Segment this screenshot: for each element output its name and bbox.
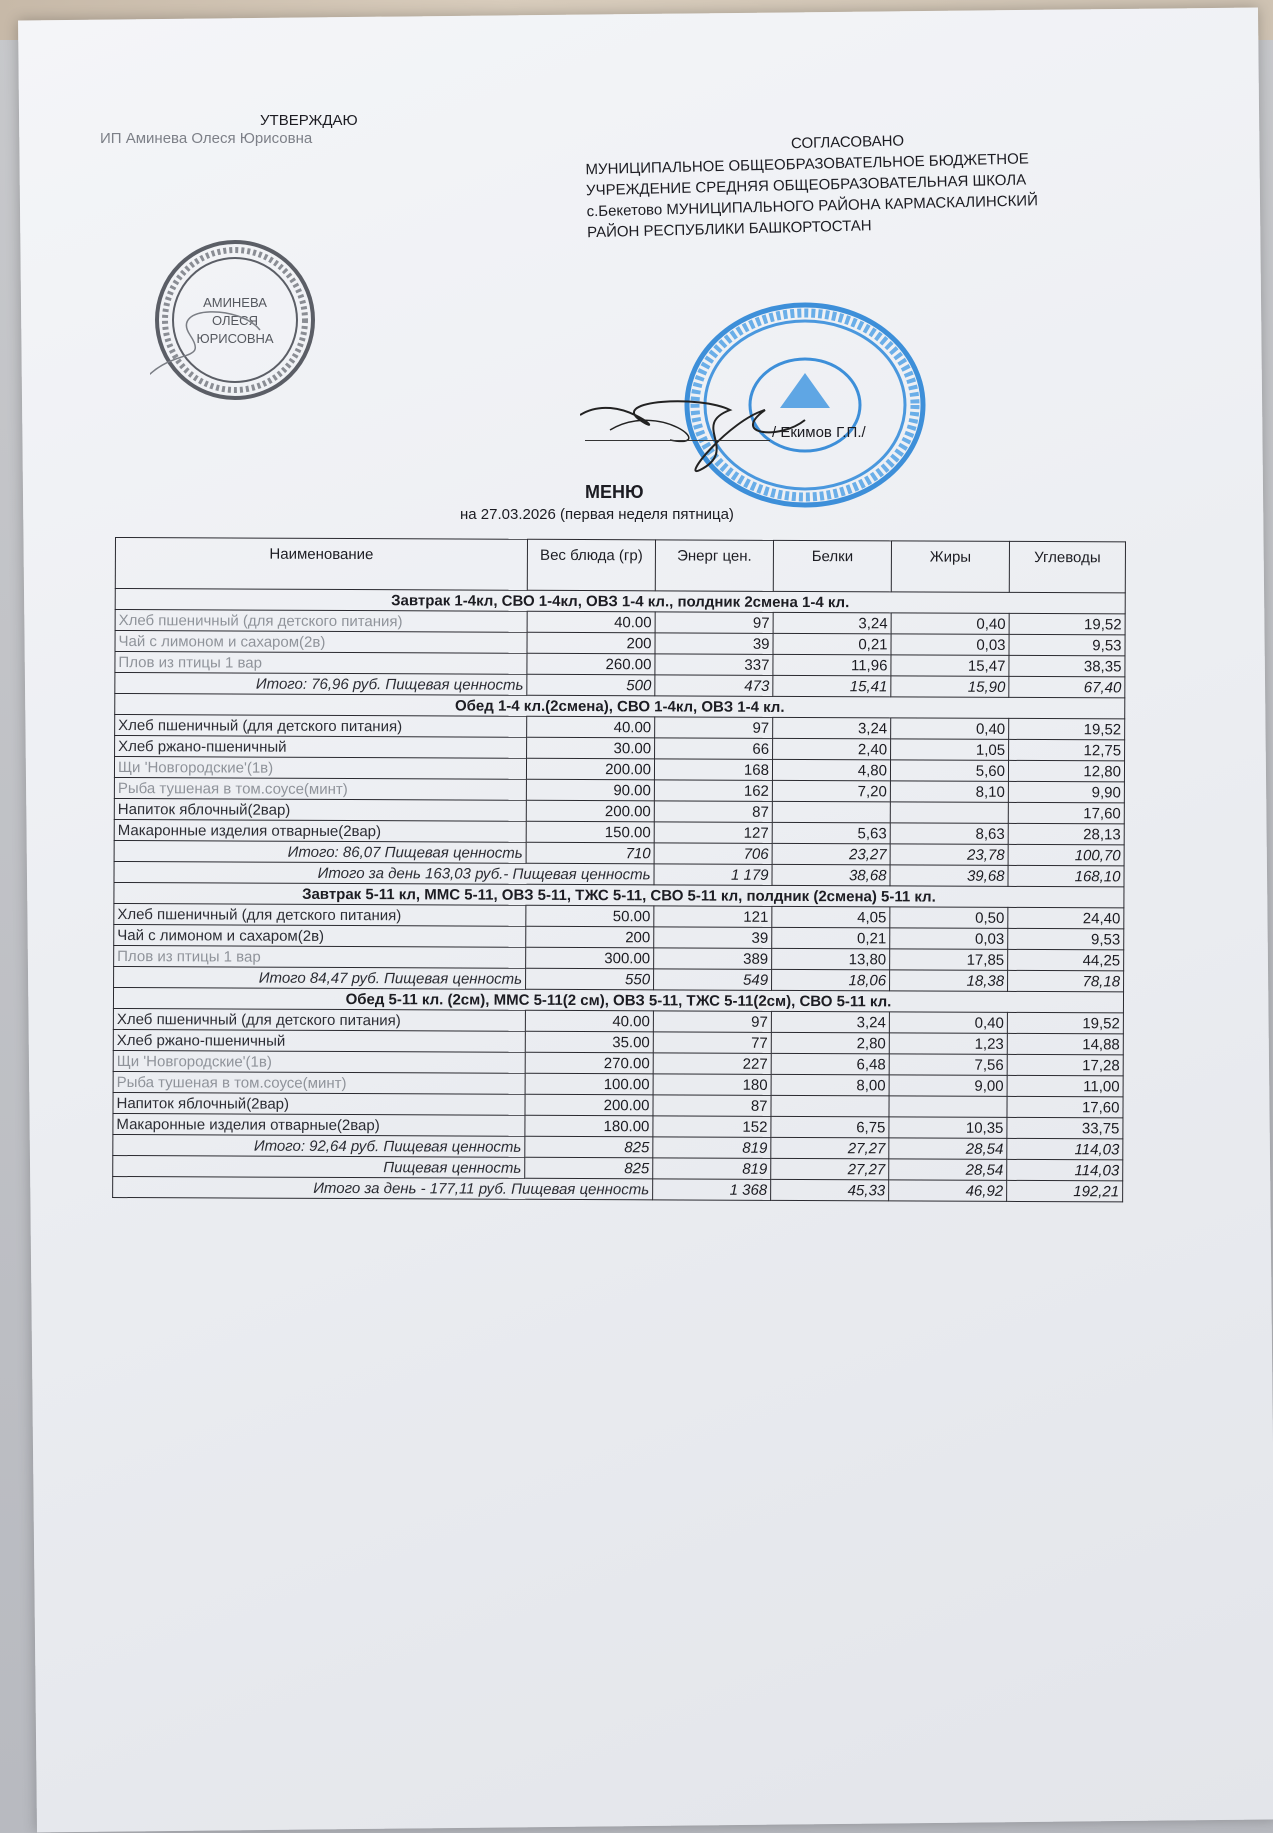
value-cell: 549	[654, 969, 772, 991]
section-title: Обед 5-11 кл. (2см), ММС 5-11(2 см), ОВЗ 5-11, ТЖС 5-11(2см), СВО 5-11 кл.	[113, 987, 1123, 1012]
value-cell: 0,50	[890, 907, 1008, 929]
seal-stamp-icon	[150, 235, 320, 405]
value-cell: 67,40	[1009, 676, 1125, 698]
value-cell: 1,05	[891, 739, 1009, 761]
menu-table-body	[113, 589, 1126, 1202]
value-cell: 27,27	[771, 1137, 889, 1159]
value-cell: 300.00	[526, 947, 654, 969]
value-cell: 11,00	[1007, 1075, 1123, 1097]
value-cell: 5,60	[890, 760, 1008, 782]
value-cell: 15,47	[891, 655, 1009, 677]
agreement-line: МУНИЦИПАЛЬНОЕ ОБЩЕОБРАЗОВАТЕЛЬНОЕ БЮДЖЕТНОЕ	[585, 150, 1030, 179]
value-cell: 15,41	[773, 675, 891, 697]
column-header: Наименование	[115, 538, 527, 591]
value-cell: 0,40	[889, 1012, 1007, 1034]
value-cell: 8,10	[890, 781, 1008, 803]
approver-name: ИП Аминева Олеся Юрисовна	[100, 130, 313, 147]
value-cell: 550	[526, 968, 654, 990]
value-cell: 38,68	[772, 864, 890, 886]
agreement-block	[585, 126, 1097, 243]
value-cell: 2,40	[773, 738, 891, 760]
value-cell: 3,24	[771, 1011, 889, 1033]
value-cell	[771, 1095, 889, 1117]
column-header: Углеводы	[1009, 541, 1125, 593]
svg-text:ОЛЕСЯ: ОЛЕСЯ	[212, 313, 258, 328]
value-cell: 12,80	[1008, 760, 1124, 782]
value-cell: 4,05	[772, 906, 890, 928]
value-cell: 30.00	[527, 737, 655, 759]
dish-name: Напиток яблочный(2вар)	[113, 1092, 525, 1115]
value-cell: 819	[653, 1137, 771, 1159]
value-cell: 8,00	[771, 1074, 889, 1096]
value-cell: 97	[655, 717, 773, 739]
section-title: Обед 1-4 кл.(2смена), СВО 1-4кл, ОВЗ 1-4 кл.	[115, 694, 1125, 719]
value-cell: 9,53	[1008, 928, 1124, 950]
column-header: Энерг цен.	[655, 540, 773, 592]
value-cell: 200.00	[526, 800, 654, 822]
value-cell: 825	[525, 1136, 653, 1158]
value-cell: 87	[653, 1095, 771, 1117]
value-cell: 40.00	[527, 611, 655, 633]
value-cell: 1 368	[653, 1179, 771, 1201]
agreement-line: с.Бекетово МУНИЦИПАЛЬНОГО РАЙОНА КАРМАСКАЛИНСКИЙ	[586, 192, 1039, 221]
value-cell: 200	[526, 926, 654, 948]
value-cell: 100.00	[525, 1073, 653, 1095]
value-cell: 18,06	[772, 969, 890, 991]
total-label: Итого за день 163,03 руб.- Пищевая ценность	[114, 861, 654, 884]
dish-name: Рыба тушеная в том.соусе(минт)	[114, 777, 526, 800]
agreement-title: СОГЛАСОВАНО	[790, 132, 905, 153]
value-cell: 97	[653, 1011, 771, 1033]
dish-name: Хлеб пшеничный (для детского питания)	[115, 610, 527, 633]
menu-date: на 27.03.2026 (первая неделя пятница)	[460, 506, 734, 523]
value-cell: 100,70	[1008, 844, 1124, 866]
section-title: Завтрак 1-4кл, СВО 1-4кл, ОВЗ 1-4 кл., полдник 2смена 1-4 кл.	[115, 589, 1125, 614]
dish-name: Хлеб пшеничный (для детского питания)	[114, 903, 526, 926]
value-cell: 152	[653, 1116, 771, 1138]
dish-name: Хлеб ржано-пшеничный	[115, 736, 527, 759]
value-cell: 825	[525, 1157, 653, 1179]
column-header: Белки	[773, 540, 891, 592]
agreement-line: УЧРЕЖДЕНИЕ СРЕДНЯЯ ОБЩЕОБРАЗОВАТЕЛЬНАЯ ШКОЛА	[585, 171, 1027, 200]
dish-name: Плов из птицы 1 вар	[114, 945, 526, 968]
value-cell: 8,63	[890, 823, 1008, 845]
value-cell: 121	[654, 906, 772, 928]
column-header: Жиры	[891, 541, 1009, 593]
value-cell: 19,52	[1009, 613, 1125, 635]
value-cell: 180.00	[525, 1115, 653, 1137]
value-cell: 39,68	[890, 865, 1008, 887]
value-cell	[889, 1096, 1007, 1118]
value-cell: 14,88	[1007, 1033, 1123, 1055]
menu-title: МЕНЮ	[585, 482, 644, 502]
agreement-line: РАЙОН РЕСПУБЛИКИ БАШКОРТОСТАН	[586, 217, 872, 242]
total-label: Пищевая ценность	[113, 1155, 525, 1178]
signature-line	[585, 440, 770, 441]
value-cell: 18,38	[890, 970, 1008, 992]
dish-name: Щи 'Новгородские'(1в)	[113, 1050, 525, 1073]
value-cell: 0,21	[773, 633, 891, 655]
value-cell	[772, 801, 890, 823]
value-cell: 40.00	[525, 1010, 653, 1032]
value-cell: 44,25	[1008, 949, 1124, 971]
value-cell: 260.00	[527, 653, 655, 675]
value-cell: 17,60	[1007, 1096, 1123, 1118]
value-cell: 11,96	[773, 654, 891, 676]
value-cell: 227	[653, 1053, 771, 1075]
dish-name: Чай с лимоном и сахаром(2в)	[115, 631, 527, 654]
value-cell: 46,92	[889, 1180, 1007, 1202]
dish-name: Рыба тушеная в том.соусе(минт)	[113, 1071, 525, 1094]
total-row	[113, 1176, 1123, 1201]
dish-name: Щи 'Новгородские'(1в)	[114, 757, 526, 780]
value-cell: 10,35	[889, 1117, 1007, 1139]
value-cell: 3,24	[773, 717, 891, 739]
value-cell	[890, 802, 1008, 824]
value-cell: 7,56	[889, 1054, 1007, 1076]
value-cell: 40.00	[527, 716, 655, 738]
value-cell: 19,52	[1009, 718, 1125, 740]
dish-name: Макаронные изделия отварные(2вар)	[113, 1113, 525, 1136]
value-cell: 162	[654, 780, 772, 802]
value-cell: 0,03	[890, 928, 1008, 950]
total-label: Итого: 76,96 руб. Пищевая ценность	[115, 673, 527, 696]
value-cell: 17,28	[1007, 1054, 1123, 1076]
dish-name: Хлеб ржано-пшеничный	[113, 1029, 525, 1052]
dish-name: Напиток яблочный(2вар)	[114, 798, 526, 821]
value-cell: 38,35	[1009, 655, 1125, 677]
value-cell: 3,24	[773, 612, 891, 634]
value-cell: 337	[655, 654, 773, 676]
value-cell: 45,33	[771, 1179, 889, 1201]
signer-name: / Екимов Г.П./	[772, 424, 866, 441]
value-cell: 39	[655, 633, 773, 655]
value-cell: 19,52	[1007, 1012, 1123, 1034]
dish-name: Плов из птицы 1 вар	[115, 652, 527, 675]
value-cell: 15,90	[891, 676, 1009, 698]
value-cell: 168,10	[1008, 865, 1124, 887]
dish-name: Макаронные изделия отварные(2вар)	[114, 819, 526, 842]
value-cell: 1 179	[654, 864, 772, 886]
value-cell: 78,18	[1008, 970, 1124, 992]
value-cell: 270.00	[525, 1052, 653, 1074]
value-cell: 35.00	[525, 1031, 653, 1053]
value-cell: 23,27	[772, 843, 890, 865]
value-cell: 114,03	[1007, 1159, 1123, 1181]
value-cell: 23,78	[890, 844, 1008, 866]
value-cell: 389	[654, 948, 772, 970]
value-cell: 87	[654, 801, 772, 823]
total-label: Итого: 86,07 Пищевая ценность	[114, 840, 526, 863]
value-cell: 27,27	[771, 1158, 889, 1180]
value-cell: 1,23	[889, 1033, 1007, 1055]
value-cell: 180	[653, 1074, 771, 1096]
value-cell: 710	[526, 842, 654, 864]
value-cell: 13,80	[772, 948, 890, 970]
approval-title: УТВЕРЖДАЮ	[260, 112, 358, 129]
value-cell: 500	[527, 674, 655, 696]
value-cell: 168	[654, 759, 772, 781]
value-cell: 50.00	[526, 905, 654, 927]
value-cell: 90.00	[526, 779, 654, 801]
svg-text:АМИНЕВА: АМИНЕВА	[203, 295, 267, 310]
section-title: Завтрак 5-11 кл, ММС 5-11, ОВЗ 5-11, ТЖС 5-11, СВО 5-11 кл, полдник (2смена) 5-11 кл.	[114, 882, 1124, 907]
value-cell: 200	[527, 632, 655, 654]
value-cell: 77	[653, 1032, 771, 1054]
value-cell: 9,00	[889, 1075, 1007, 1097]
value-cell: 127	[654, 822, 772, 844]
menu-table	[112, 537, 1126, 1202]
value-cell: 33,75	[1007, 1117, 1123, 1139]
value-cell: 473	[655, 675, 773, 697]
value-cell: 0,21	[772, 927, 890, 949]
value-cell: 4,80	[772, 759, 890, 781]
column-header: Вес блюда (гр)	[527, 539, 655, 591]
value-cell: 2,80	[771, 1032, 889, 1054]
value-cell: 150.00	[526, 821, 654, 843]
value-cell: 39	[654, 927, 772, 949]
svg-text:ЮРИСОВНА: ЮРИСОВНА	[196, 331, 274, 346]
approval-block	[100, 112, 400, 148]
dish-name: Хлеб пшеничный (для детского питания)	[113, 1008, 525, 1031]
value-cell: 12,75	[1009, 739, 1125, 761]
value-cell: 7,20	[772, 780, 890, 802]
value-cell: 0,40	[891, 613, 1009, 635]
total-label: Итого за день - 177,11 руб. Пищевая ценность	[113, 1176, 653, 1199]
value-cell: 24,40	[1008, 907, 1124, 929]
value-cell: 97	[655, 612, 773, 634]
value-cell: 9,90	[1008, 781, 1124, 803]
value-cell: 200.00	[526, 758, 654, 780]
value-cell: 17,60	[1008, 802, 1124, 824]
value-cell: 706	[654, 843, 772, 865]
value-cell: 0,03	[891, 634, 1009, 656]
value-cell: 9,53	[1009, 634, 1125, 656]
value-cell: 819	[653, 1158, 771, 1180]
value-cell: 28,13	[1008, 823, 1124, 845]
total-label: Итого: 92,64 руб. Пищевая ценность	[113, 1134, 525, 1157]
value-cell: 28,54	[889, 1159, 1007, 1181]
value-cell: 66	[655, 738, 773, 760]
table-header-row	[115, 538, 1125, 593]
value-cell: 200.00	[525, 1094, 653, 1116]
value-cell: 6,75	[771, 1116, 889, 1138]
value-cell: 114,03	[1007, 1138, 1123, 1160]
value-cell: 17,85	[890, 949, 1008, 971]
value-cell: 192,21	[1007, 1180, 1123, 1202]
value-cell: 5,63	[772, 822, 890, 844]
dish-name: Хлеб пшеничный (для детского питания)	[115, 715, 527, 738]
total-label: Итого 84,47 руб. Пищевая ценность	[114, 966, 526, 989]
dish-name: Чай с лимоном и сахаром(2в)	[114, 924, 526, 947]
value-cell: 0,40	[891, 718, 1009, 740]
value-cell: 28,54	[889, 1138, 1007, 1160]
value-cell: 6,48	[771, 1053, 889, 1075]
